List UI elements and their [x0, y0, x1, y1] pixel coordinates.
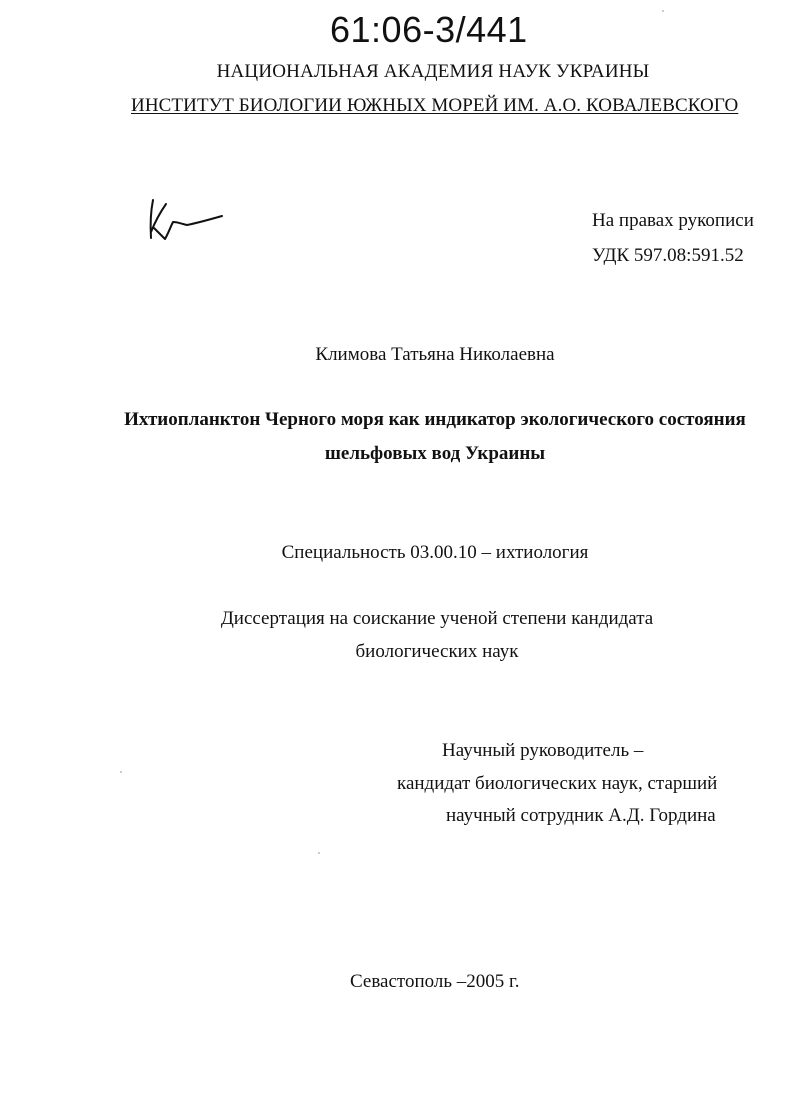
- handwritten-signature: [142, 192, 228, 250]
- udc-code: УДК 597.08:591.52: [592, 245, 744, 266]
- supervisor-line-1: Научный руководитель –: [442, 740, 644, 761]
- dissertation-degree-line-1: Диссертация на соискание ученой степени кандидата: [220, 608, 654, 629]
- supervisor-line-3: научный сотрудник А.Д. Гордина: [446, 805, 716, 826]
- catalog-number: 61:06-3/441: [330, 9, 528, 50]
- dissertation-title-line-2: шельфовых вод Украины: [324, 443, 546, 464]
- specialty-line: Специальность 03.00.10 – ихтиология: [281, 542, 589, 563]
- author-name: Климова Татьяна Николаевна: [315, 344, 555, 365]
- dissertation-degree-line-2: биологических наук: [355, 641, 519, 662]
- manuscript-rights-note: На правах рукописи: [592, 210, 754, 231]
- scan-speck: [662, 10, 664, 12]
- supervisor-line-2: кандидат биологических наук, старший: [397, 773, 718, 794]
- city-year: Севастополь –2005 г.: [350, 971, 520, 992]
- institute-heading: ИНСТИТУТ БИОЛОГИИ ЮЖНЫХ МОРЕЙ ИМ. А.О. КОВАЛЕВСКОГО: [131, 95, 739, 116]
- scan-speck: [120, 771, 122, 773]
- academy-heading: НАЦИОНАЛЬНАЯ АКАДЕМИЯ НАУК УКРАИНЫ: [216, 61, 650, 82]
- dissertation-title-line-1: Ихтиопланктон Черного моря как индикатор экологического состояния: [124, 409, 746, 430]
- scan-speck: [318, 852, 320, 854]
